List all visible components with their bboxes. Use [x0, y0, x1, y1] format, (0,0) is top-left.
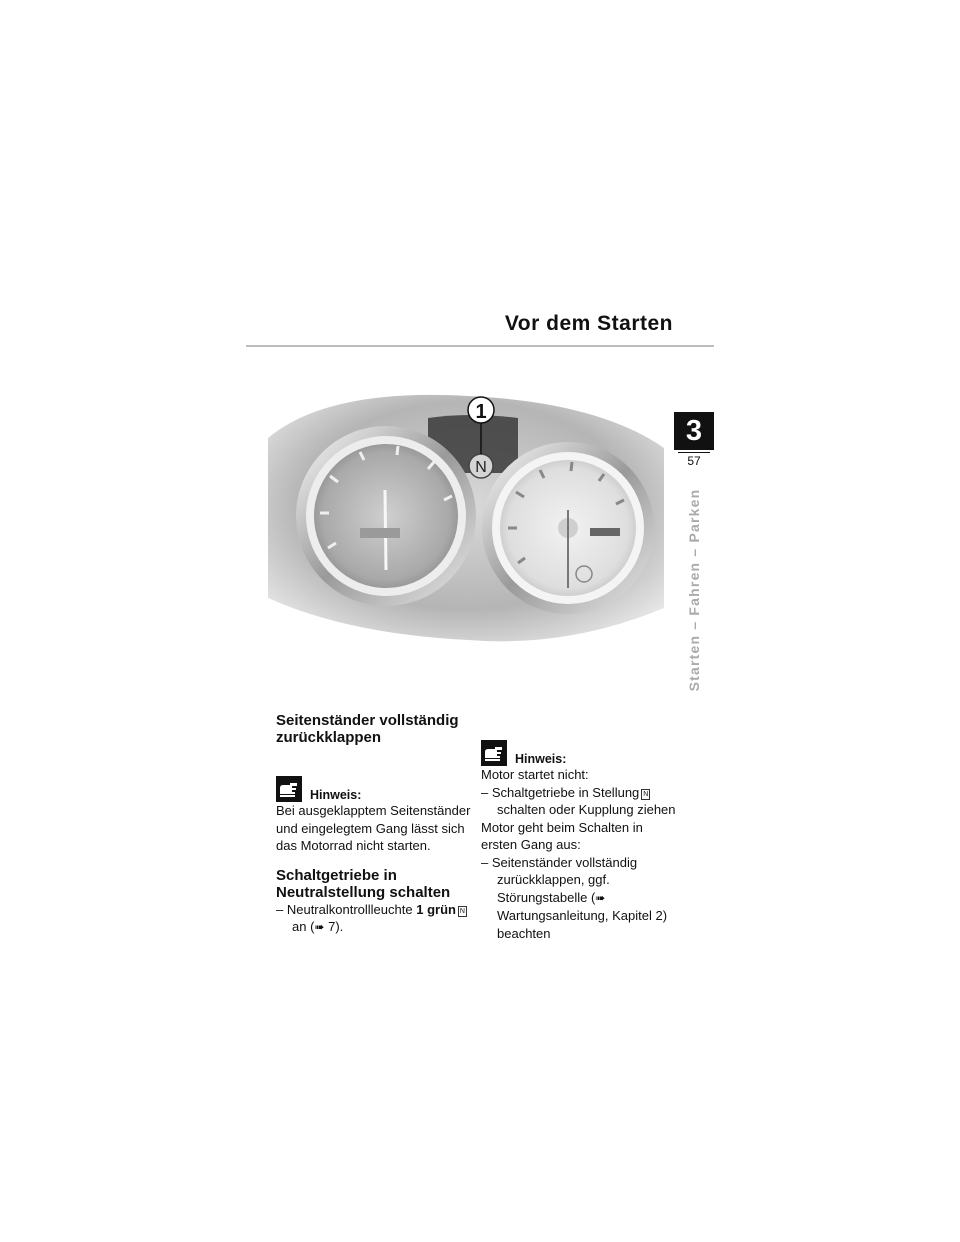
neutral-box-icon: N [643, 790, 649, 798]
chapter-divider [678, 452, 710, 453]
indicator-letter: N [475, 459, 487, 476]
item-page-ref: 7). [328, 919, 344, 934]
speedometer-gauge [296, 426, 476, 606]
heading-side-stand: Seitenständer vollständig zurückklappen [276, 712, 459, 746]
item-suffix: an ( [292, 919, 315, 934]
item-suffix: Wartungsanleitung, Kapitel 2) beachten [497, 908, 668, 941]
hint-header-left [276, 772, 476, 802]
right-column [481, 736, 677, 942]
condition-text: Motor geht beim Schalten in ersten Gang aus: [481, 819, 643, 852]
item-suffix: schalten oder Kupplung ziehen [497, 802, 676, 817]
hand-pointing-note-icon [276, 776, 302, 802]
item-text: – Neutralkontrollleuchte [276, 901, 413, 917]
callout-number: 1 [475, 401, 487, 423]
list-item [276, 901, 476, 937]
hand-pointing-note-icon [481, 740, 507, 766]
hint-label: Hinweis: [515, 752, 567, 766]
chapter-tab: 3 [674, 412, 714, 450]
neutral-indicator-lamp [469, 454, 493, 478]
hint-label: Hinweis: [310, 788, 362, 802]
page-number: 57 [687, 454, 701, 468]
item-ref: 1 [416, 901, 424, 917]
item-text: – Seitenständer vollständig zurückklappen, ggf. Störungstabelle ( [481, 854, 638, 905]
condition-text: Motor startet nicht: [481, 767, 589, 782]
list-item [481, 784, 677, 819]
right-arrow-icon: ➠ [595, 890, 606, 905]
item-bold: grün [427, 901, 456, 917]
instrument-cluster-photo [268, 378, 664, 660]
tachometer-gauge [482, 442, 654, 614]
heading-neutral: Schaltgetriebe in Neutralstellung schalten [276, 866, 451, 901]
list-item [481, 854, 677, 943]
side-chapter-title: Starten – Fahren – Parken [686, 488, 702, 692]
title-divider [246, 345, 714, 347]
left-column [276, 712, 476, 937]
neutral-box-icon: N [459, 907, 465, 915]
hint-header-right [481, 736, 677, 766]
right-arrow-icon: ➠ [314, 920, 325, 934]
instrument-cluster-illustration [268, 378, 664, 660]
item-text: – Schaltgetriebe in Stellung [481, 784, 640, 800]
hint-text: Bei ausgeklapptem Seitenständer und eingelegtem Gang lässt sich das Motorrad nicht starten. [276, 803, 471, 853]
page-title: Vor dem Starten [504, 312, 673, 335]
